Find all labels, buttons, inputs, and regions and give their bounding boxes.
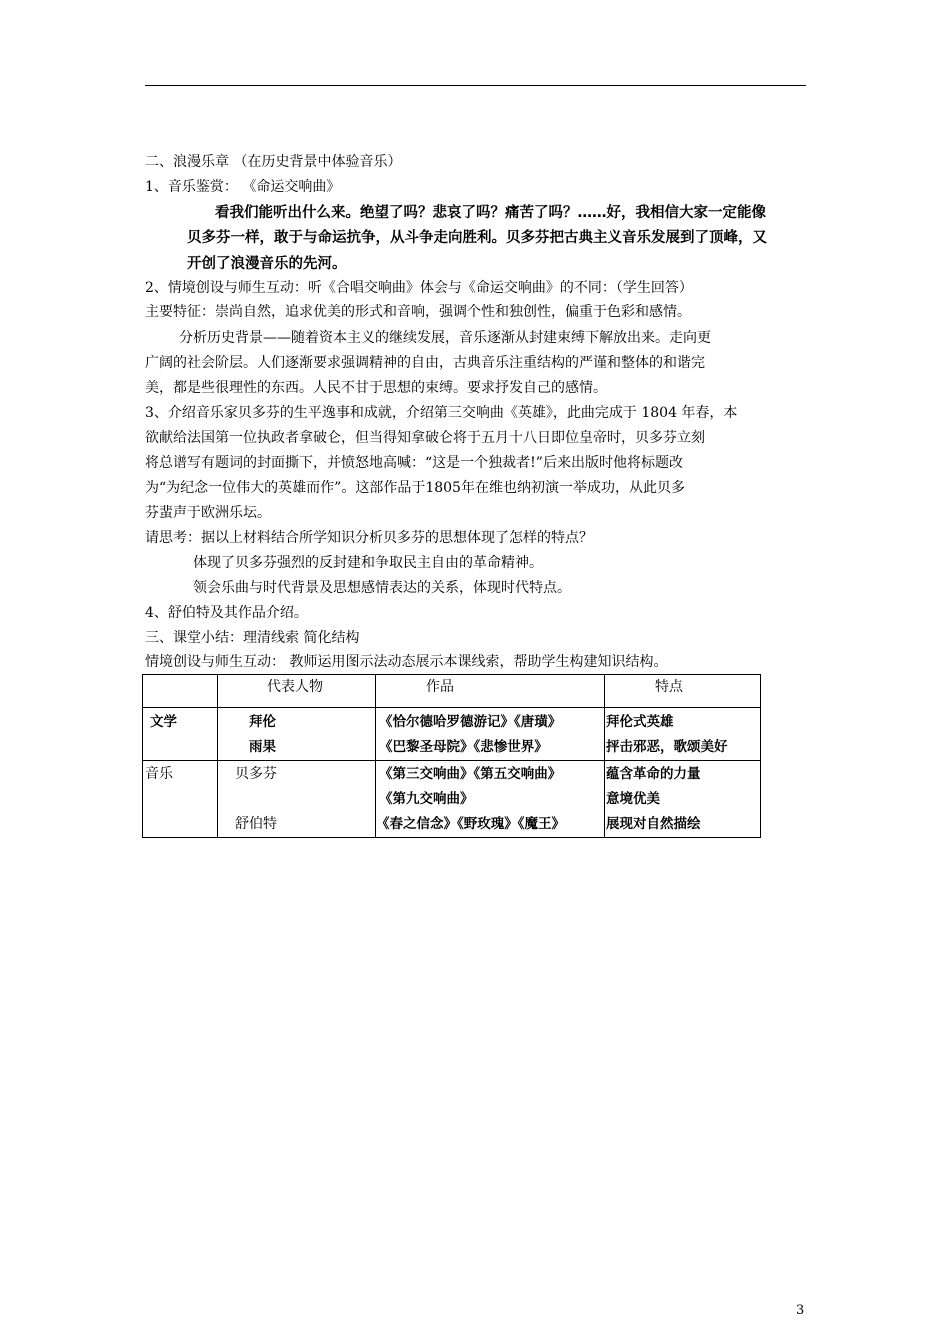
section2-heading: 二、浪漫乐章 （在历史背景中体验音乐） bbox=[145, 154, 402, 170]
background-line: 美，都是些很理性的东西。人民不甘于思想的束缚。要求抒发自己的感情。 bbox=[145, 380, 607, 396]
table-row bbox=[143, 708, 761, 761]
traits-cell: 拜伦式英雄 抨击邪恶，歌颂美好 bbox=[605, 708, 761, 761]
category-cell: 音乐 bbox=[143, 761, 218, 838]
header-rule bbox=[145, 85, 806, 86]
beethoven-line: 将总谱写有题词的封面撕下，并愤怒地高喊：“这是一个独裁者!”后来出版时他将标题改 bbox=[145, 455, 683, 471]
section3-heading: 三、课堂小结：理清线索 简化结构 bbox=[145, 630, 360, 646]
table-header-cell: 代表人物 bbox=[218, 675, 376, 708]
works-cell: 《恰尔德哈罗德游记》《唐璜》 《巴黎圣母院》《悲惨世界》 bbox=[376, 708, 605, 761]
beethoven-line: 芬蜚声于欧洲乐坛。 bbox=[145, 505, 271, 521]
beethoven-line: 欲献给法国第一位执政者拿破仑，但当得知拿破仑将于五月十八日即位皇帝时，贝多芬立刻 bbox=[145, 430, 705, 446]
category-cell: 文学 bbox=[143, 708, 218, 761]
table-header-cell: 特点 bbox=[605, 675, 761, 708]
answer-line: 体现了贝多芬强烈的反封建和争取民主自由的革命精神。 bbox=[193, 555, 543, 571]
music-appreciation-line: 1、音乐鉴赏： 《命运交响曲》 bbox=[145, 179, 341, 195]
beethoven-line: 3、介绍音乐家贝多芬的生平逸事和成就，介绍第三交响曲《英雄》，此曲完成于 1804 年春，本 bbox=[145, 405, 738, 421]
table-header-cell: 作品 bbox=[376, 675, 605, 708]
table-header-cell bbox=[143, 675, 218, 708]
quote-line: 开创了浪漫音乐的先河。 bbox=[187, 256, 347, 272]
background-line: 广阔的社会阶层。人们逐渐要求强调精神的自由，古典音乐注重结构的严谨和整体的和谐完 bbox=[145, 355, 705, 371]
people-cell: 拜伦 雨果 bbox=[218, 708, 376, 761]
interaction-line: 2、情境创设与师生互动：听《合唱交响曲》体会与《命运交响曲》的不同：（学生回答） bbox=[145, 280, 693, 296]
beethoven-line: 为“为纪念一位伟大的英雄而作”。这部作品于1805年在维也纳初演一举成功，从此贝多 bbox=[145, 480, 685, 496]
think-question: 请思考：据以上材料结合所学知识分析贝多芬的思想体现了怎样的特点？ bbox=[145, 530, 593, 546]
quote-line: 贝多芬一样，敢于与命运抗争，从斗争走向胜利。贝多芬把古典主义音乐发展到了顶峰，又 bbox=[187, 230, 767, 246]
traits-cell: 蕴含革命的力量 意境优美 展现对自然描绘 bbox=[605, 761, 761, 838]
page-number: 3 bbox=[796, 1303, 805, 1318]
table-row bbox=[143, 761, 761, 838]
schubert-line: 4、舒伯特及其作品介绍。 bbox=[145, 605, 308, 621]
quote-line: 看我们能听出什么来。绝望了吗？悲哀了吗？痛苦了吗？……好，我相信大家一定能像 bbox=[215, 205, 766, 221]
background-line: 分析历史背景——随着资本主义的继续发展，音乐逐渐从封建束缚下解放出来。走向更 bbox=[179, 330, 711, 346]
summary-intro: 情境创设与师生互动： 教师运用图示法动态展示本课线索，帮助学生构建知识结构。 bbox=[145, 654, 668, 670]
people-cell: 贝多芬 舒伯特 bbox=[218, 761, 376, 838]
features-line: 主要特征：崇尚自然，追求优美的形式和音响，强调个性和独创性，偏重于色彩和感情。 bbox=[145, 304, 691, 320]
table-header-row bbox=[143, 675, 761, 708]
works-cell: 《第三交响曲》《第五交响曲》 《第九交响曲》 《春之信念》《野玫瑰》《魔王》 bbox=[376, 761, 605, 838]
summary-table bbox=[142, 674, 761, 838]
answer-line: 领会乐曲与时代背景及思想感情表达的关系，体现时代特点。 bbox=[193, 580, 571, 596]
